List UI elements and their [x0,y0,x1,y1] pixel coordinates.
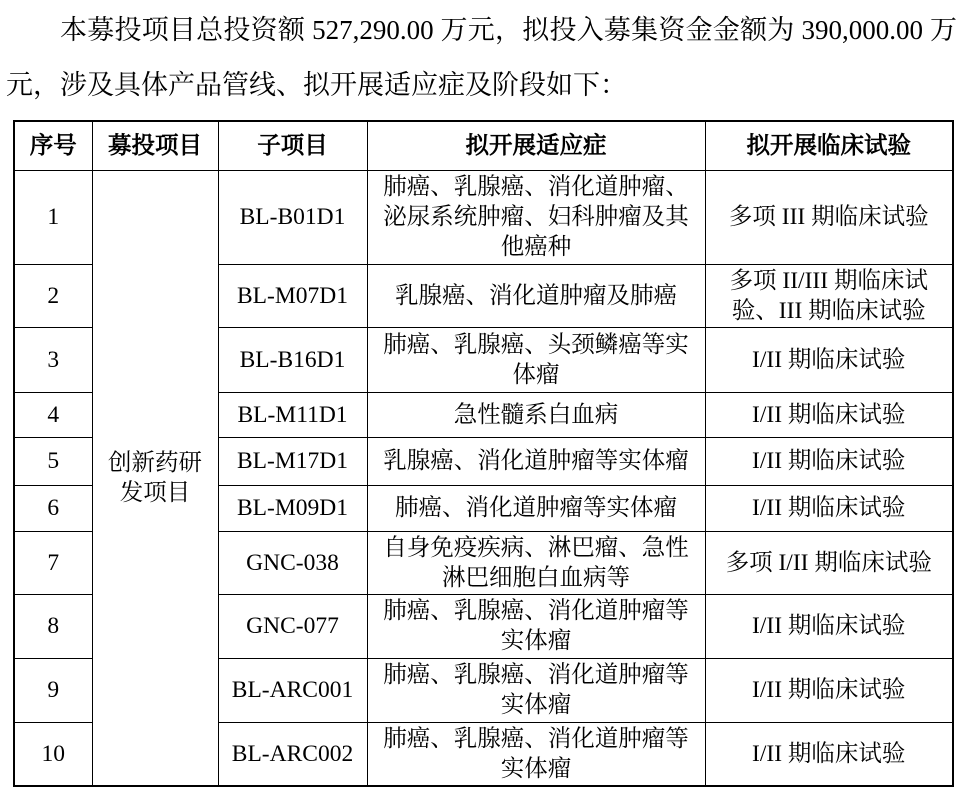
row-number-cell: 10 [14,722,92,786]
row-number-cell: 3 [14,327,92,392]
sub-project-cell: BL-B16D1 [218,327,367,392]
project-name-cell [92,170,218,786]
clinical-trial-text: I/II 期临床试验 [752,613,906,639]
raised-funds-amount: 390,000.00 [801,15,924,45]
row-number-cell: 7 [14,531,92,594]
clinical-trial-text: I/II 期临床试验 [752,677,906,703]
clinical-trial-cell [705,392,953,437]
intro-paragraph [6,3,957,113]
indication-cell [367,485,705,531]
clinical-trial-text: I/II 期临床试验 [752,740,906,767]
sub-project-cell: BL-M17D1 [218,437,367,485]
clinical-trial-cell [705,327,953,392]
row-number-cell: 1 [14,170,92,264]
sub-project-cell: BL-M11D1 [218,392,367,437]
sub-project-cell: GNC-077 [218,594,367,658]
clinical-trial-text: I/II 期临床试验 [752,448,906,474]
clinical-trial-cell [705,170,953,264]
header-project: 募投项目 [92,121,218,170]
sub-project-cell: BL-M07D1 [218,264,367,327]
clinical-trial-cell [705,722,953,786]
clinical-trial-text: I/II 期临床试验 [752,346,906,373]
header-clinical-trials: 拟开展临床试验 [705,121,953,170]
header-indications: 拟开展适应症 [367,121,705,170]
indication-cell [367,392,705,437]
intro-lead: 本募投项目总投资额 [60,15,313,45]
indication-text: 乳腺癌、消化道肿瘤及肺癌 [395,282,677,309]
sub-project-cell: BL-ARC001 [218,658,367,722]
table-header-row [14,121,953,170]
sub-project-cell: GNC-038 [218,531,367,594]
indication-text: 乳腺癌、消化道肿瘤等实体瘤 [383,448,689,474]
row-number-cell: 4 [14,392,92,437]
intro-tail: 万元，涉及具体产品管线、拟开展适应症及阶段如下： [6,15,958,100]
clinical-trial-text: I/II 期临床试验 [752,495,906,521]
indication-cell [367,722,705,786]
indication-text: 肺癌、乳腺癌、消化道肿瘤等实体瘤 [383,662,689,718]
sub-project-cell: BL-ARC002 [218,722,367,786]
row-number-cell: 6 [14,485,92,531]
sub-project-cell: BL-B01D1 [218,170,367,264]
project-name: 创新药研发项目 [108,449,202,506]
indication-cell [367,437,705,485]
header-sub-project: 子项目 [218,121,367,170]
clinical-trial-text: 多项 I/II 期临床试验 [725,549,932,576]
row-number-cell: 9 [14,658,92,722]
indication-text: 肺癌、乳腺癌、头颈鳞癌等实体瘤 [383,331,689,388]
clinical-trial-text: I/II 期临床试验 [752,401,906,428]
indication-text: 肺癌、乳腺癌、消化道肿瘤、泌尿系统肿瘤、妇科肿瘤及其他癌种 [383,174,689,260]
indication-text: 肺癌、消化道肿瘤等实体瘤 [395,495,677,521]
clinical-trial-cell [705,531,953,594]
intro-mid: 万元，拟投入募集资金金额为 [433,15,802,45]
table-head [14,121,953,170]
indication-cell [367,531,705,594]
indication-cell [367,264,705,327]
clinical-trial-cell [705,594,953,658]
clinical-trial-cell [705,437,953,485]
sub-project-cell: BL-M09D1 [218,485,367,531]
table-row [14,170,953,264]
clinical-trial-text: 多项 III 期临床试验 [728,204,929,230]
indication-text: 急性髓系白血病 [453,401,619,428]
row-number-cell: 5 [14,437,92,485]
clinical-trial-cell [705,485,953,531]
indication-cell [367,327,705,392]
clinical-trial-cell [705,264,953,327]
table-body [14,170,953,786]
pipeline-table [13,120,954,787]
row-number-cell: 8 [14,594,92,658]
row-number-cell: 2 [14,264,92,327]
indication-cell [367,170,705,264]
indication-text: 肺癌、乳腺癌、消化道肿瘤等实体瘤 [383,598,689,654]
clinical-trial-text: 多项 II/III 期临床试验、III 期临床试验 [729,267,928,324]
indication-cell [367,594,705,658]
indication-text: 肺癌、乳腺癌、消化道肿瘤等实体瘤 [383,725,689,782]
indication-cell [367,658,705,722]
header-row-number: 序号 [14,121,92,170]
total-investment-amount: 527,290.00 [312,15,434,45]
indication-text: 自身免疫疾病、淋巴瘤、急性淋巴细胞白血病等 [383,534,689,591]
clinical-trial-cell [705,658,953,722]
